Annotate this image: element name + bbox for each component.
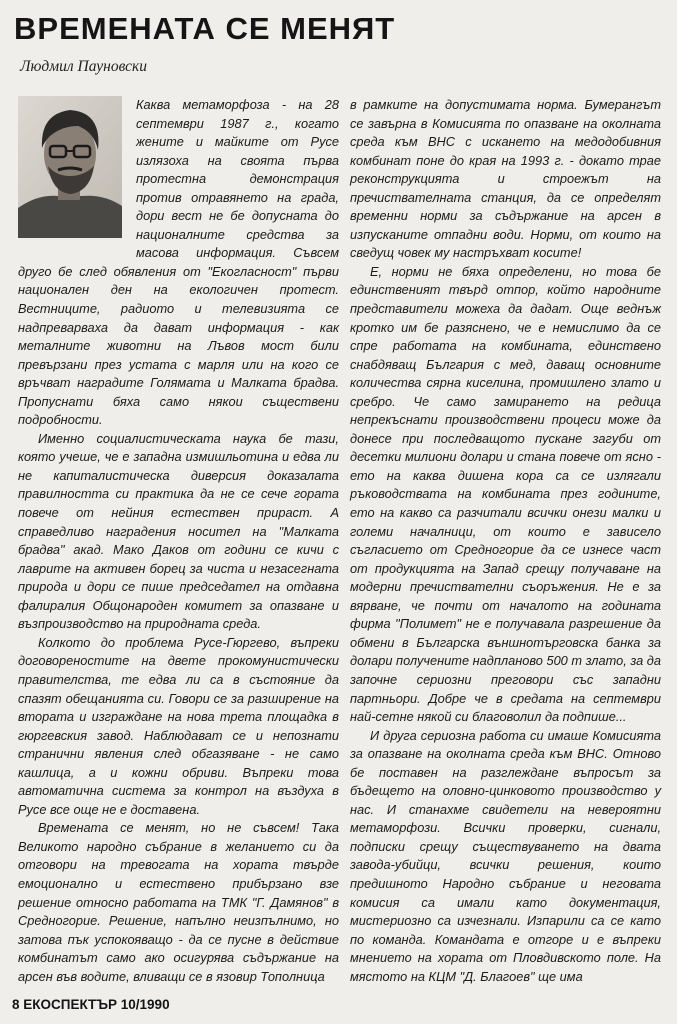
paragraph: И друга сериозна работа си имаше Комисията за опазване на околната среда към ВНС. Отново бе поставен на разглеждане въпросът за бъдещето на оловно-цинковото производство у нас. И станахме свидетели на невероятни метаморфози. Всички проверки, сигнали, подписки срещу съществуването на двата завода-убийци, всички решения, които предишното Народно събрание и неговата комисия са имали като документация, мистериозно са изчезнали. Изпарили са се като по команда. Командата е отгоре и е въпреки мнението на хората от Пловдивското поле. На мястото на КЦМ "Д. Благоев" ще има: [350, 727, 661, 984]
paragraph: Колкото до проблема Русе-Гюргево, въпреки договореностите на двете прокомунистически правителства, те едва ли са в състояние да спазят обещанията си. Говори се за разширение на втората и изграждане на нова трета площадка в гюргевския завод. Наблюдават се и непознати странични явления след обгазяване - не само кашлица, а и кожни обриви. Въпреки това автоматична система за контрол на въздуха в Русе все още не е доставена.: [18, 634, 339, 817]
left-column: [18, 96, 339, 986]
article-title: ВРЕМЕНАТА СЕ МЕНЯТ: [14, 11, 396, 46]
portrait-icon: [18, 96, 122, 238]
page-footer: 8 ЕКОСПЕКТЪР 10/1990: [12, 997, 170, 1012]
right-column: [350, 96, 661, 986]
author-portrait-photo: [18, 96, 128, 246]
article-author: Людмил Пауновски: [20, 58, 148, 75]
paragraph: в рамките на допустимата норма. Бумерангът се завърна в Комисията по опазване на околната среда към ВНС с искането на медодобивния комбинат поне до края на 1993 г. - докато трае реконструкцията и строежът на пречиствателната станция, да се определят временни норми за съдържание на арсен в изпусканите отпадни води. Норми, от които на сведущ човек му настръхват косите!: [350, 97, 661, 261]
paragraph: Е, норми не бяха определени, но това бе единственият твърд отпор, който народните представители можеха да дадат. Още веднъж кротко им бе разяснено, че е немислимо да се спре работата на комбината, единствено снабдяващ България с мед, даващ основните количества сярна киселина, промишлено злато и сребро. Че само замирането на редица непрекъснати производствени процеси може да донесе при последващото пускане загуби от десетки милиони долари и стана повече от ясно - ето на каква дишена кора са се излягали ръководствата на комбината през годините, ето на какво са разчитали всички онези малки и големи началници, от които е зависело съгласието от Средногорие да се изнесе част от продукцията на Запад срещу получаване на модерни пречиствателни съоръжения. Не е за вярване, че почти от началото на годината фирма "Полимет" не е получавала разрешение да обмени в Българска външнотърговска банка за долари получените надпланово 500 т злато, за да започне сериозни преговори със западни партньори. Добре че в средата на септември най-сетне някой си благоволил да подпише...: [350, 263, 661, 725]
paragraph: Каква метаморфоза - на 28 септември 1987 г., когато жените и майките от Русе излязоха на своята първа протестна демонстрация против отравянето на града, дори вест не бе допусната до националните средства за масова информация. Съвсем друго бе след обявления от "Екогласност" първи национален ден на екологичен протест. Вестниците, радиото и телевизията се надпреварваха да дават информация - как металните животни на Лъвов мост били превързани през устата с марля или на кого се връчват наградите Голямата и Малката брадва. Пропуснати бяха само някои съществени подробности.: [18, 97, 339, 428]
paragraph: Времената се менят, но не съвсем! Така Великото народно събрание в желанието си да отговори на тревогата на хората твърде емоционално и естествено прибързано взе решение относно работата на ТМК "Г. Дамянов" в Средногорие. Решение, напълно неизпълнимо, но затова пък успокояващо - да се пусне в действие комбинатът само ако осигурява съдържание на арсен във водите, вливащи се в язовир Тополница: [18, 820, 339, 984]
paragraph: Именно социалистическата наука бе тази, която учеше, че е западна измишльотина и едва ли не капиталистическа диверсия доказалата правилността си практика да не се сече гората повече от нейния естествен прираст. А справедливо наградения носител на "Малката брадва" акад. Мако Даков от години се кичи с лаврите на активен борец за чиста и незасегната природа и дори се пише председател на отдавна фалиралия Общонароден комитет за опазване и възпроизводство на природната среда.: [18, 430, 339, 632]
